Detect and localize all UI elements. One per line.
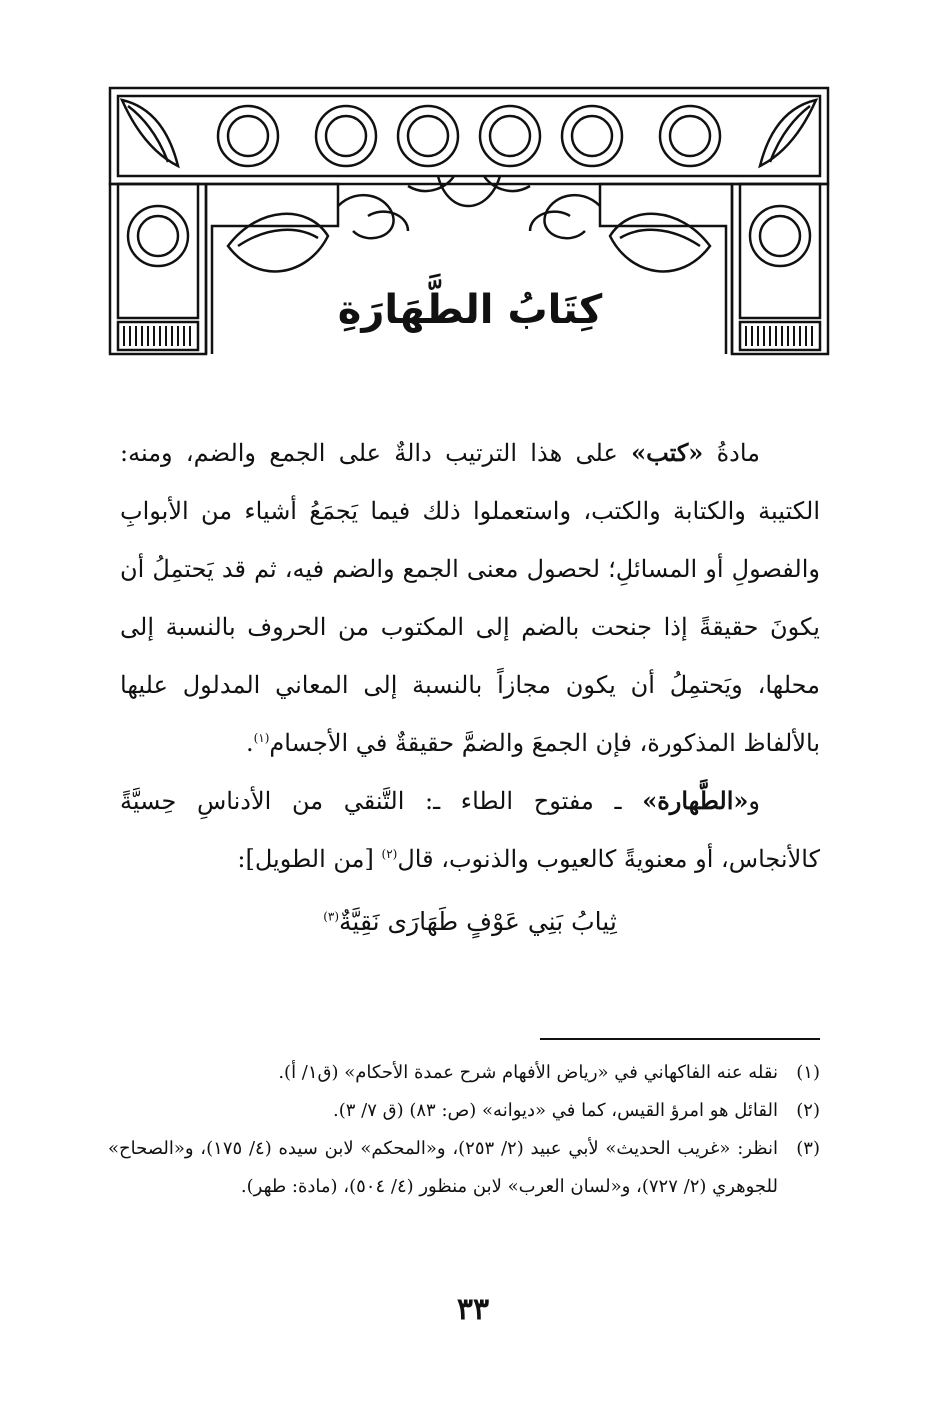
footnote-number: (٣) xyxy=(796,1138,820,1159)
poetry-verse xyxy=(220,902,720,942)
footnote-item xyxy=(108,1130,820,1206)
para1-end: . xyxy=(245,729,254,757)
para2-body: ـ مفتوح الطاء ـ: التَّنقي من الأدناسِ حِسيَّةً كالأنجاس، أو معنويةً كالعيوب والذنوب، قال xyxy=(120,787,820,873)
footnote-ref-1[interactable]: (١) xyxy=(253,731,270,745)
footnote-ref-3[interactable]: (٣) xyxy=(323,909,340,924)
book-title: كِتَابُ الطَّهَارَةِ xyxy=(337,287,603,333)
para2-end: [من الطويل]: xyxy=(237,845,382,873)
para1-body: على هذا الترتيب دالةٌ على الجمع والضم، ومنه: الكتيبة والكتابة والكتب، واستعملوا ذلك فيما يَجمَعُ أشياء من الأبوابِ والفصولِ أو المسائلِ؛ لحصول معنى الجمع والضم فيه، ثم قد يَحتمِلُ أن يكونَ حقيقةً إذا جنحت بالضم إلى المكتوب من الحروف بالنسبة إلى محلها، ويَحتمِلُ أن يكون مجازاً بالنسبة إلى المعاني المدلول عليها بالألفاظ المذكورة، فإن الجمعَ والضمَّ حقيقةٌ في الأجسام xyxy=(120,439,820,757)
para1-start: مادةُ xyxy=(703,439,761,467)
footnote-separator xyxy=(540,1038,820,1040)
term-kutub: «كتب» xyxy=(631,438,704,467)
footnote-ref-2[interactable]: (٢) xyxy=(381,847,398,861)
footnotes xyxy=(108,1054,820,1206)
paragraph-tahara xyxy=(120,772,820,888)
term-tahara: «الطَّهارة» xyxy=(642,786,749,815)
footnote-number: (١) xyxy=(796,1062,820,1083)
page-number: ٣٣ xyxy=(456,1292,490,1327)
main-text xyxy=(120,424,820,888)
footnote-text: انظر: «غريب الحديث» لأبي عبيد (٢/ ٢٥٣)، و«المحكم» لابن سيده (٤/ ١٧٥)، و«الصحاح» للجوهري (٢/ ٧٢٧)، و«لسان العرب» لابن منظور (٤/ ٥٠٤)، (مادة: طهر). xyxy=(108,1138,778,1197)
footnote-text: نقله عنه الفاكهاني في «رياض الأفهام شرح عمدة الأحكام» (ق١/ أ). xyxy=(278,1062,778,1083)
footnote-item xyxy=(108,1054,820,1092)
footnote-number: (٢) xyxy=(796,1100,820,1121)
footnote-item xyxy=(108,1092,820,1130)
footnote-text: القائل هو امرؤ القيس، كما في «ديوانه» (ص: ٨٣) (ق ٧/ ٣). xyxy=(333,1100,778,1121)
verse-text: ثِيابُ بَنِي عَوْفٍ طَهَارَى نَقِيَّةٌ xyxy=(339,907,617,936)
paragraph-kutub xyxy=(120,424,820,772)
para2-start: و xyxy=(748,787,760,815)
